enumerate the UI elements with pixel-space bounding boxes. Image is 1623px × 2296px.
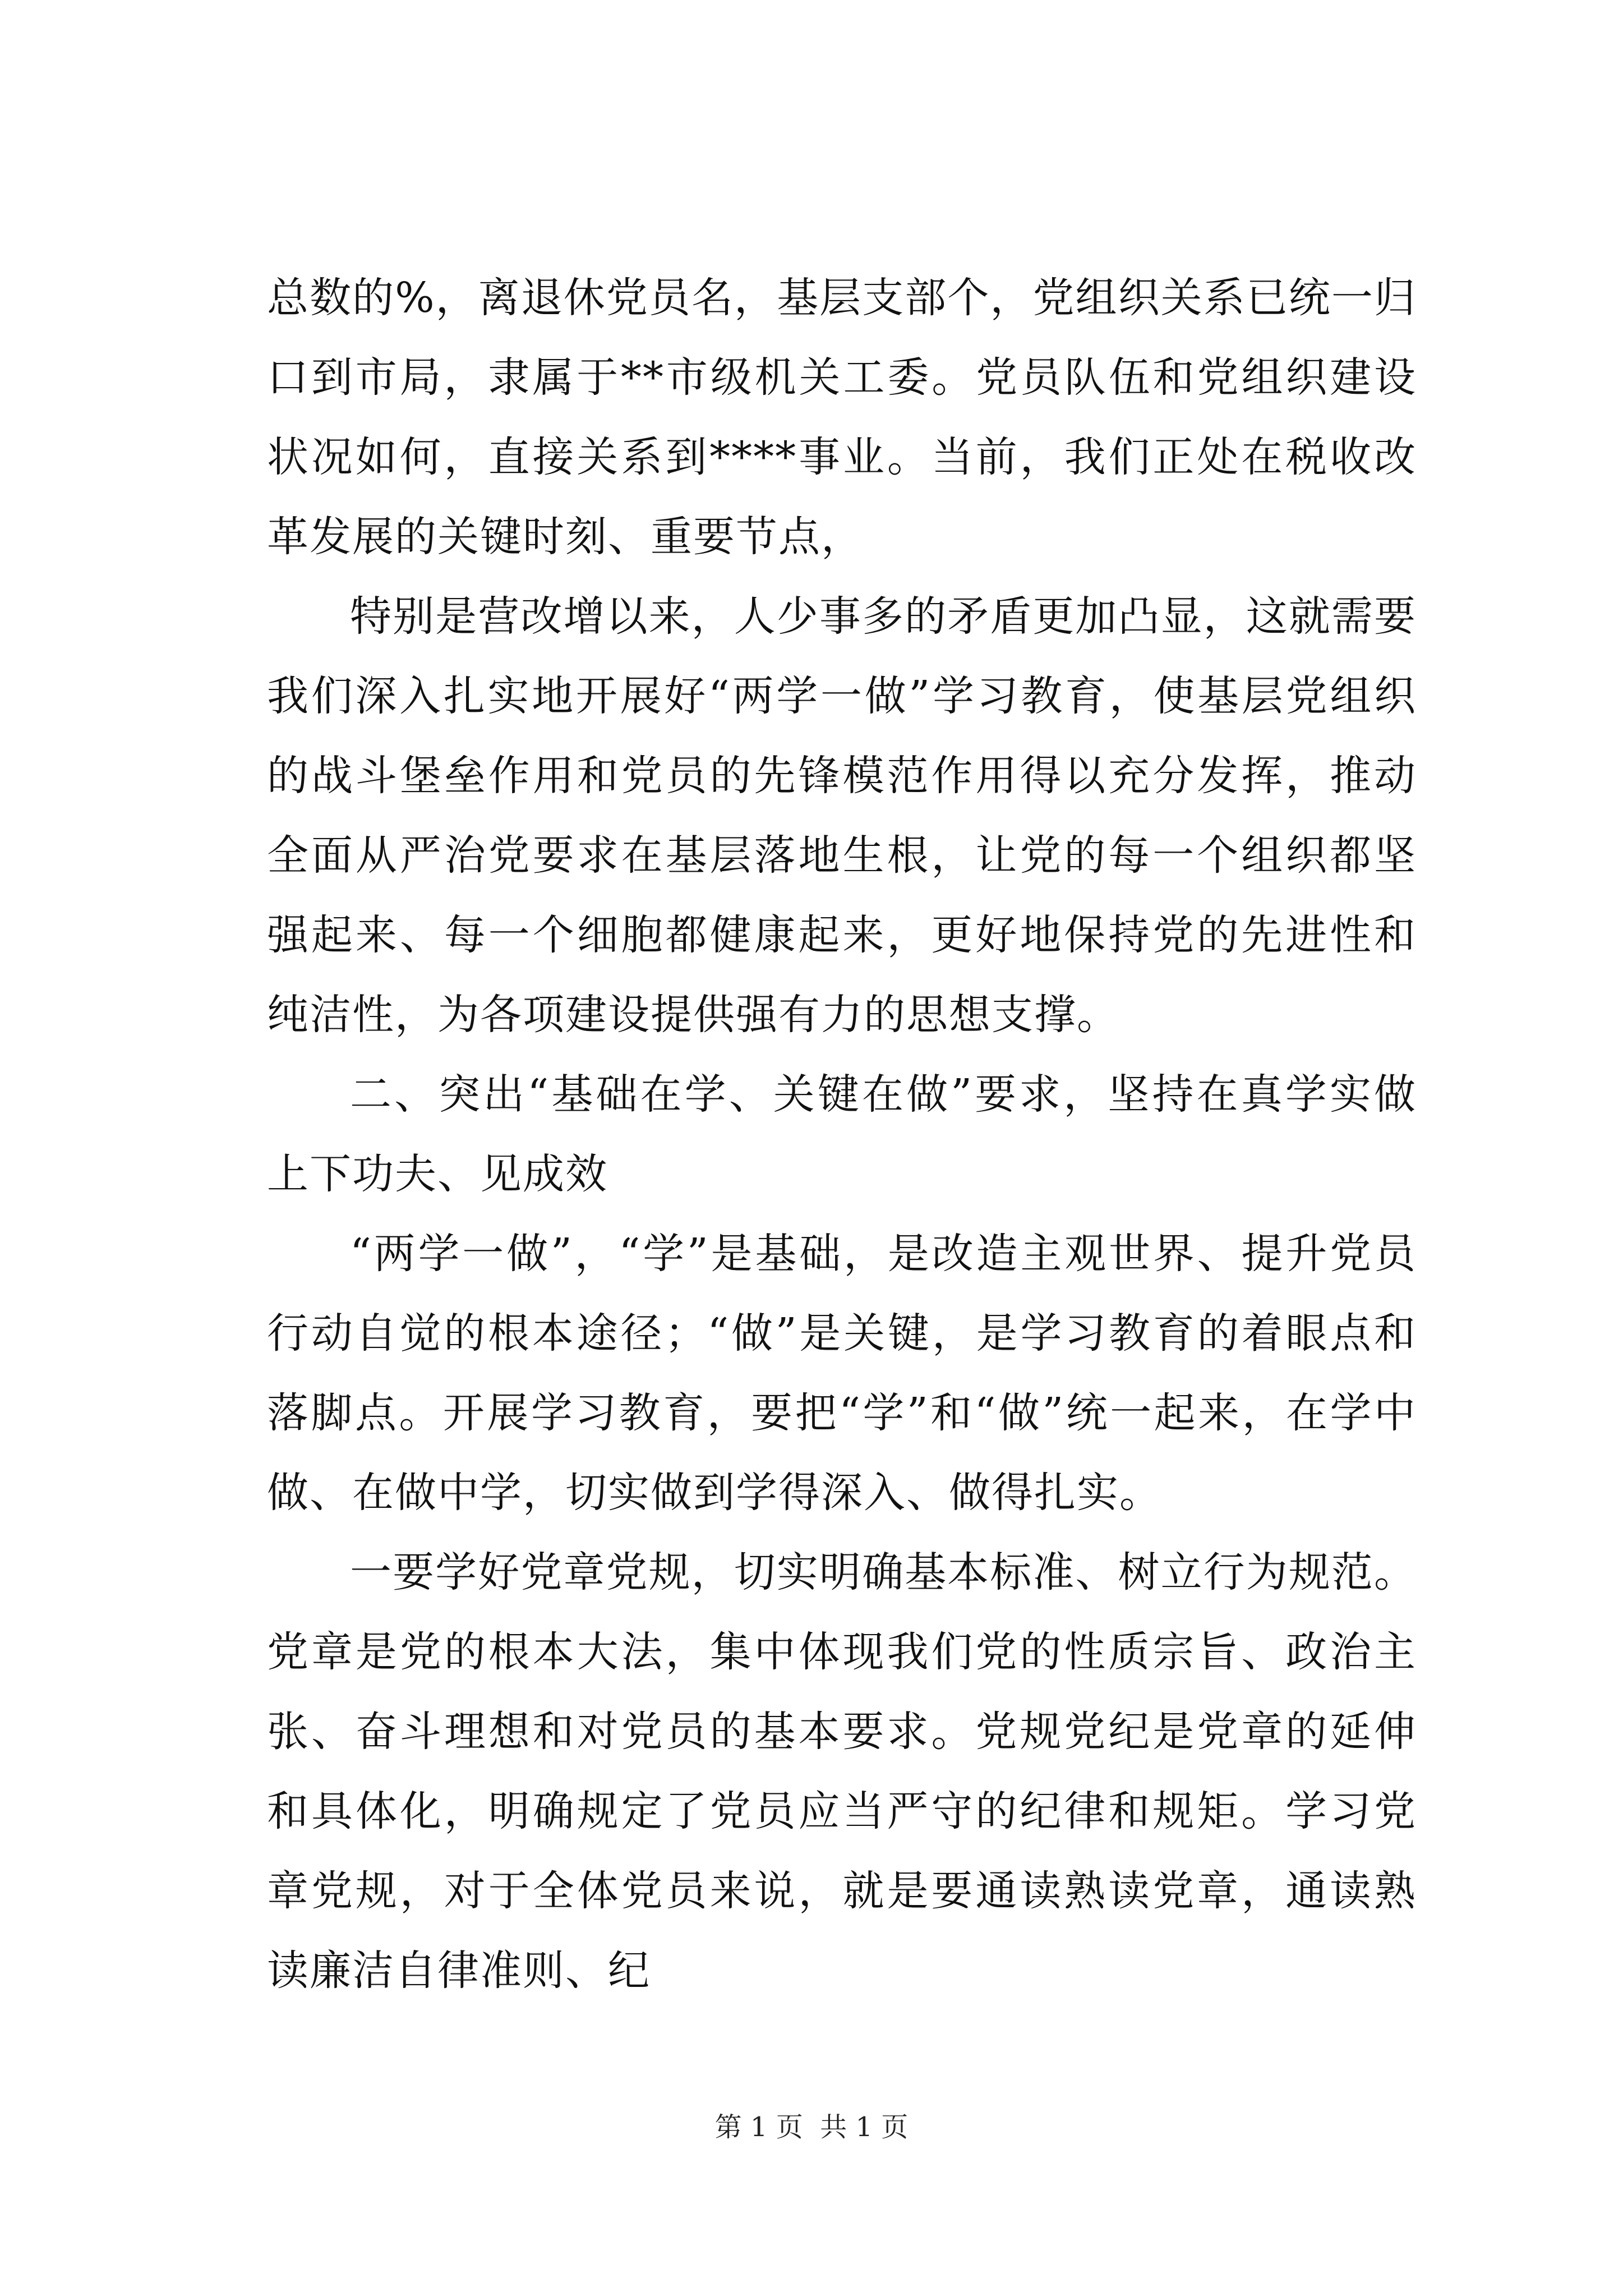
section-heading: 二、突出“基础在学、关键在做”要求，坚持在真学实做上下功夫、见成效 — [267, 1070, 1417, 1198]
document-body — [267, 258, 1417, 2010]
paragraph-body: 一要学好党章党规，切实明确基本标准、树立行为规范。党章是党的根本大法，集中体现我们党的性质宗旨、政治主张、奋斗理想和对党员的基本要求。党规党纪是党章的延伸和具体化，明确规定了党员应当严守的纪律和规矩。学习党章党规，对于全体党员来说，就是要通读熟读党章，通读熟读廉洁自律准则、纪 — [267, 1548, 1417, 1995]
page-number-label: 第 1 页 共 1 页 — [714, 2111, 909, 2143]
page-footer — [0, 2110, 1623, 2144]
paragraph-continuation: 总数的%，离退休党员名，基层支部个，党组织关系已统一归口到市局，隶属于**市级机关工委。党员队伍和党组织建设状况如何，直接关系到****事业。当前，我们正处在税收改革发展的关键时刻、重要节点， — [267, 274, 1417, 561]
paragraph-body: “两学一做”，“学”是基础，是改造主观世界、提升党员行动自觉的根本途径；“做”是关键，是学习教育的着眼点和落脚点。开展学习教育，要把“学”和“做”统一起来，在学中做、在做中学，切实做到学得深入、做得扎实。 — [267, 1230, 1417, 1517]
paragraph-body: 特别是营改增以来，人少事多的矛盾更加凸显，这就需要我们深入扎实地开展好“两学一做”学习教育，使基层党组织的战斗堡垒作用和党员的先锋模范作用得以充分发挥，推动全面从严治党要求在基层落地生根，让党的每一个组织都坚强起来、每一个细胞都健康起来，更好地保持党的先进性和纯洁性，为各项建设提供强有力的思想支撑。 — [267, 592, 1417, 1039]
